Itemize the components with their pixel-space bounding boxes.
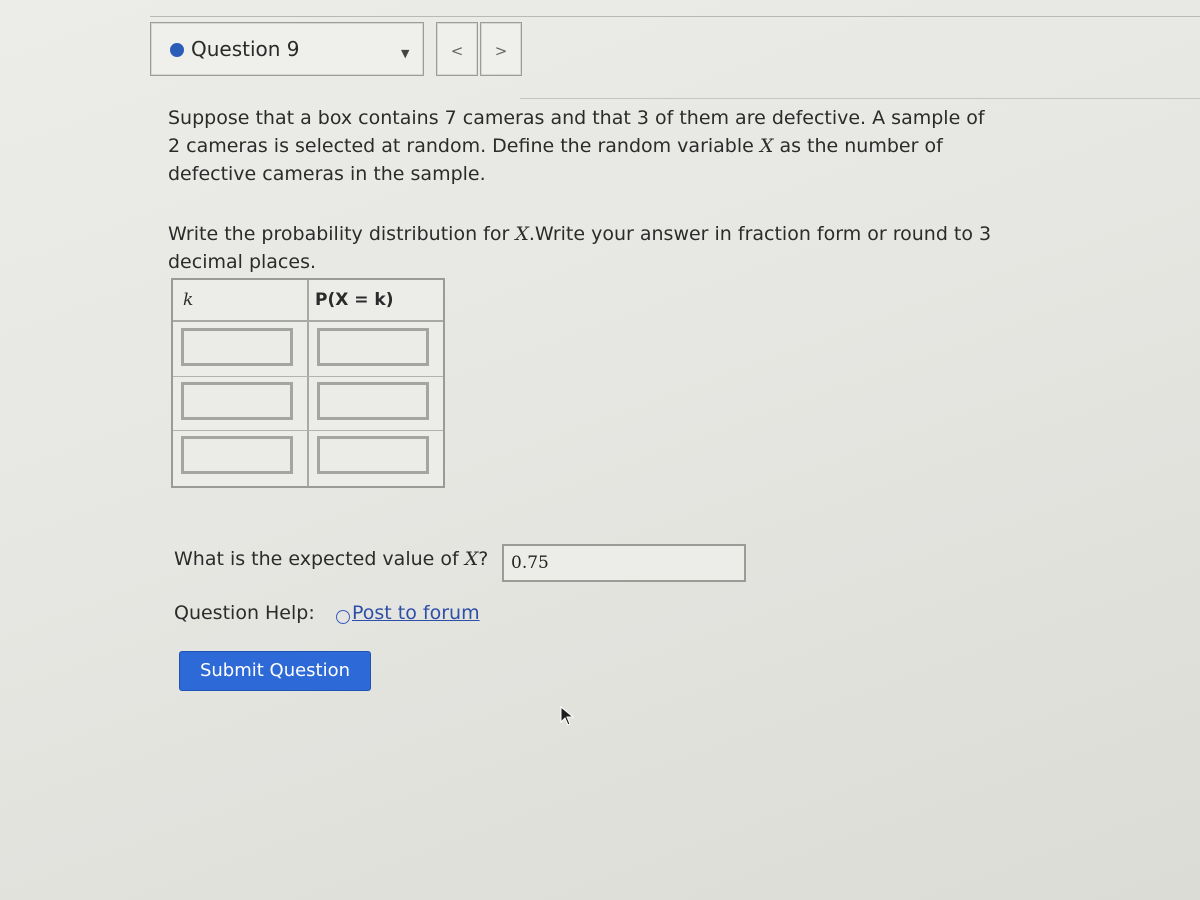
k-input-row-1[interactable] <box>181 328 293 366</box>
expected-value-input[interactable] <box>502 544 746 582</box>
column-header-k: k <box>183 290 194 310</box>
probability-input-row-3[interactable] <box>317 436 429 474</box>
chat-bubble-icon <box>336 610 350 624</box>
column-divider <box>307 280 309 486</box>
question-prompt: Suppose that a box contains 7 cameras and that 3 of them are defective. A sample of 2 cameras is selected at random. Define the random variable X as the number of defective cameras in the sample. <box>168 107 985 185</box>
variable-x: X <box>515 223 529 245</box>
row-divider <box>173 430 443 431</box>
question-help-label: Question Help: <box>174 602 315 624</box>
previous-question-button[interactable]: < <box>436 22 478 76</box>
question-selector[interactable] <box>150 22 424 76</box>
probability-distribution-table <box>171 278 445 488</box>
mouse-cursor-icon <box>560 706 574 726</box>
post-to-forum-link[interactable]: Post to forum <box>352 602 480 624</box>
question-status-dot <box>170 43 184 57</box>
expected-value-label: What is the expected value of X? <box>174 548 489 570</box>
question-label: Question 9 <box>191 37 300 61</box>
probability-input-row-2[interactable] <box>317 382 429 420</box>
row-divider <box>173 376 443 377</box>
variable-x: X <box>759 135 774 157</box>
column-header-probability: P(X = k) <box>315 290 394 310</box>
probability-input-row-1[interactable] <box>317 328 429 366</box>
question-instruction: Write the probability distribution for X.Write your answer in fraction form or round to 3 decimal places. <box>168 223 992 273</box>
caret-down-icon[interactable]: ▼ <box>401 47 410 60</box>
next-question-button[interactable]: > <box>480 22 522 76</box>
submit-question-button[interactable]: Submit Question <box>179 651 371 691</box>
top-divider <box>150 16 1200 17</box>
k-input-row-3[interactable] <box>181 436 293 474</box>
header-divider <box>520 98 1200 99</box>
k-input-row-2[interactable] <box>181 382 293 420</box>
variable-x: X <box>464 548 479 570</box>
